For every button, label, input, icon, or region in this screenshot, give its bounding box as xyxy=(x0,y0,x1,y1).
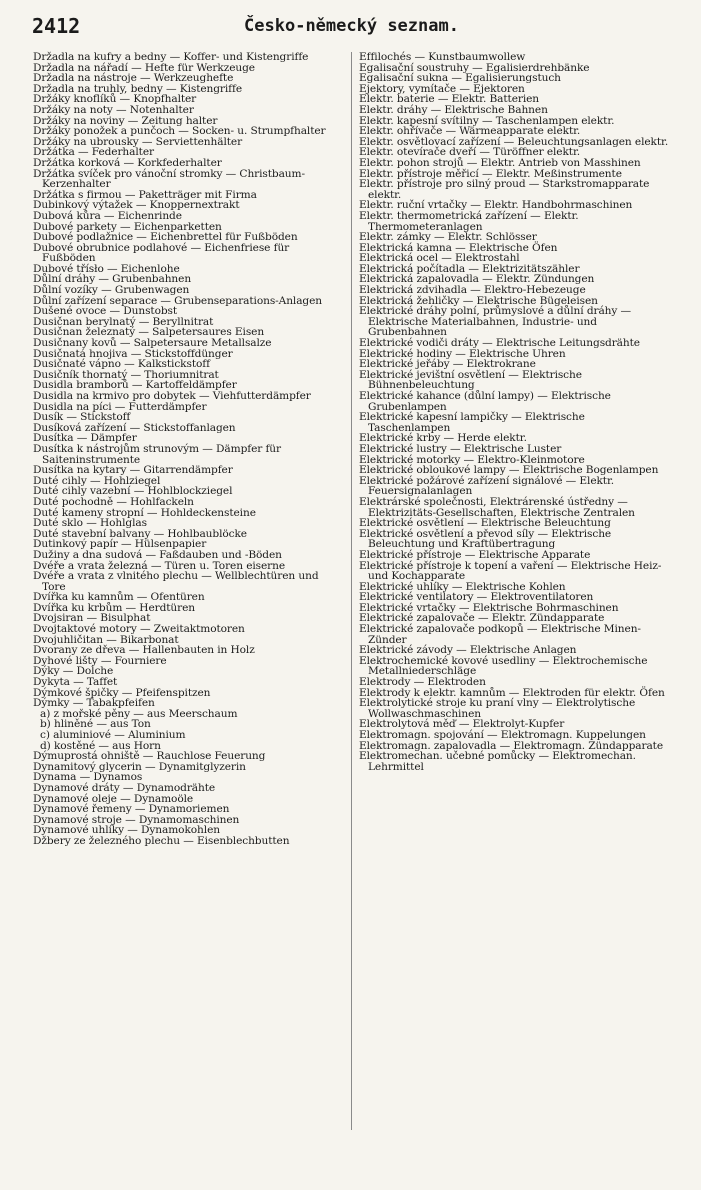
index-entry: Dýmkové špičky — Pfeifenspitzen xyxy=(33,686,211,699)
index-entry: Elektromagn. zapalovadla — Elektromagn. Zündapparate xyxy=(359,739,663,752)
index-entry: Dykyta — Taffet xyxy=(33,676,118,689)
index-entry: Dusítka — Dämpfer xyxy=(33,432,137,445)
index-entry: Elektrické krby — Herde elektr. xyxy=(359,432,527,445)
index-entry: Egalisační sukna — Egalisierungstuch xyxy=(359,72,561,85)
index-entry: Duté cihly vazební — Hohlblockziegel xyxy=(33,485,233,498)
index-entry: Dusičnan železnatý — Salpetersaures Eisen xyxy=(33,326,265,339)
index-entry: Elektrické vodiči dráty — Elektrische Leitungsdrähte xyxy=(359,337,640,350)
index-entry: Elektrické ventilatory — Elektroventilatoren xyxy=(359,591,594,604)
right-column xyxy=(359,52,669,772)
index-entry: Elektr. kapesní svítilny — Taschenlampen elektr. xyxy=(359,114,615,127)
index-entry: Elektrická počítadla — Elektrizitätszähler xyxy=(359,262,580,275)
index-entry: Elektr. otevírače dveří — Türöffner elektr. xyxy=(359,146,581,159)
index-entry: Důlní vozíky — Grubenwagen xyxy=(33,284,190,297)
page-header xyxy=(32,14,671,40)
index-entry: Dynamové řemeny — Dynamoriemen xyxy=(33,803,230,816)
index-entry: Dynamitový glycerin — Dynamitglyzerin xyxy=(33,760,246,773)
index-entry: Dynamové dráty — Dynamodrähte xyxy=(33,781,216,794)
index-entry: Elektrická kamna — Elektrische Öfen xyxy=(359,241,558,254)
index-entry: Elektrárské společnosti, Elektrárenské ústředny — Elektrizitäts-Gesellschaften, Elektrische Zentralen xyxy=(359,495,635,519)
index-entry: Elektrické osvětlení — Elektrische Beleuchtung xyxy=(359,517,611,530)
index-entry: Elektrické závody — Elektrische Anlagen xyxy=(359,644,577,657)
index-entry: Držadla na truhly, bedny — Kistengriffe xyxy=(33,82,242,95)
index-entry: Držáky na noviny — Zeitung halter xyxy=(33,114,218,127)
index-entry: Dvéře a vrata z vlnitého plechu — Wellblechtüren und Tore xyxy=(33,570,319,593)
index-entry: Dusičnan berylnatý — Beryllnitrat xyxy=(33,315,214,328)
index-entry: Dusidla na píci — Futterdämpfer xyxy=(33,400,207,413)
index-entry: Držadla na kufry a bedny — Koffer- und Kistengriffe xyxy=(33,51,309,63)
index-entry: Elektr. dráhy — Elektrische Bahnen xyxy=(359,103,548,116)
index-entry: Elektrická zapalovadla — Elektr. Zündungen xyxy=(359,273,595,286)
index-entry: Elektrické zapalovače podkopů — Elektrische Minen-Zünder xyxy=(359,623,641,646)
index-entry: Elektrické jeřáby — Elektrokrane xyxy=(359,358,536,371)
index-entry: Elektrické požárové zařízení signálové — Elektr. Feuersignalanlagen xyxy=(359,474,615,498)
index-entry: Držátka s firmou — Paketträger mit Firma xyxy=(33,188,257,201)
index-entry: b) hliněné — aus Ton xyxy=(40,718,151,731)
index-entry: Dvojsiran — Bisulphat xyxy=(33,612,151,625)
index-entry: Effilochés — Kunstbaumwollew xyxy=(359,51,526,63)
index-entry: Duté cihly — Hohlziegel xyxy=(33,474,161,487)
index-entry: Elektr. pohon strojů — Elektr. Antrieb von Masshinen xyxy=(359,156,641,169)
left-column xyxy=(33,52,345,847)
index-entry: Dusidla na krmivo pro dobytek — Viehfutterdämpfer xyxy=(33,390,311,402)
column-divider xyxy=(351,52,352,1130)
index-entry: Elektr. přístroje měřicí — Elektr. Meßinstrumente xyxy=(359,167,622,180)
index-entry: Dusičník thornatý — Thoriumnitrat xyxy=(33,368,219,381)
index-entry: Elektr. zámky — Elektr. Schlösser xyxy=(359,231,537,244)
index-entry: Elektr. ruční vrtačky — Elektr. Handbohrmaschinen xyxy=(359,199,633,212)
index-entry: Dubové parkety — Eichenparketten xyxy=(33,220,222,233)
index-entry: Elektromagn. spojování — Elektromagn. Kuppelungen xyxy=(359,729,646,741)
index-entry: Elektromechan. učebné pomůcky — Elektromechan. Lehrmittel xyxy=(359,750,636,773)
index-entry: Dvorany ze dřeva — Hallenbauten in Holz xyxy=(33,644,255,657)
index-entry: Elektrické jevištní osvětlení — Elektrische Bühnenbeleuchtung xyxy=(359,368,582,392)
index-entry: Elektr. thermometrická zařízení — Elektr. Thermometeranlagen xyxy=(359,209,579,233)
index-entry: Dvojuhličitan — Bikarbonat xyxy=(33,633,179,646)
index-entry: Elektrické kapesní lampičky — Elektrische Taschenlampen xyxy=(359,411,585,434)
index-entry: Egalisační soustruhy — Egalisierdrehbänke xyxy=(359,61,590,74)
index-entry: Elektrické hodiny — Elektrische Uhren xyxy=(359,347,566,360)
index-entry: Elektrické uhlíky — Elektrische Kohlen xyxy=(359,580,566,593)
index-entry: Dusidla bramborů — Kartoffeldämpfer xyxy=(33,379,237,392)
index-entry: Elektr. přístroje pro silný proud — Starkstromapparate elektr. xyxy=(359,178,650,201)
index-entry: Elektrické lustry — Elektrische Luster xyxy=(359,442,562,455)
index-entry: a) z mořské pěny — aus Meerschaum xyxy=(40,707,238,720)
index-entry: Ejektory, vymítače — Ejektoren xyxy=(359,82,525,95)
index-entry: Elektrolytová měď — Elektrolyt-Kupfer xyxy=(359,718,565,731)
index-entry: Dusítka k nástrojům strunovým — Dämpfer für Saiteninstrumente xyxy=(33,442,281,466)
index-entry: Dvířka ku kamnům — Ofentüren xyxy=(33,591,205,604)
index-entry: Elektrická žehličky — Elektrische Bügeleisen xyxy=(359,294,598,307)
index-entry: Elektr. ohřívače — Wärmeapparate elektr. xyxy=(359,125,581,138)
page-title: Česko-německý seznam. xyxy=(244,16,459,36)
index-entry: Držadla na nástroje — Werkzeughefte xyxy=(33,72,234,85)
index-entry: Dvojtaktové motory — Zweitaktmotoren xyxy=(33,623,245,636)
index-entry: Držáky ponožek a punčoch — Socken- u. Strumpfhalter xyxy=(33,125,326,138)
index-entry: Dynama — Dynamos xyxy=(33,771,143,784)
index-entry: Dubová kůra — Eichenrinde xyxy=(33,209,182,222)
index-entry: c) aluminiové — Aluminium xyxy=(40,729,186,741)
index-entry: Elektrické osvětlení a převod síly — Elektrische Beleuchtung und Kraftübertragung xyxy=(359,527,612,551)
index-entry: d) kostěné — aus Horn xyxy=(40,739,161,752)
index-entry: Dusítka na kytary — Gitarrendämpfer xyxy=(33,464,233,477)
index-entry: Duté kameny stropní — Hohldeckensteine xyxy=(33,506,256,519)
index-entry: Elektrické zapalovače — Elektr. Zündapparate xyxy=(359,612,605,625)
index-entry: Duté stavební balvany — Hohlbaublöcke xyxy=(33,527,247,540)
index-entry: Elektrické obloukové lampy — Elektrische Bogenlampen xyxy=(359,464,659,477)
index-entry: Dýky — Dolche xyxy=(33,665,114,678)
index-entry: Držáky na noty — Notenhalter xyxy=(33,103,194,116)
index-entry: Důlní dráhy — Grubenbahnen xyxy=(33,273,192,286)
index-entry: Držátka svíček pro vánoční stromky — Christbaum-Kerzenhalter xyxy=(33,167,305,191)
index-entry: Držáky knoflíků — Knopfhalter xyxy=(33,93,197,106)
index-entry: Dusičnaté vápno — Kalkstickstoff xyxy=(33,358,210,371)
index-entry: Dužiny a dna sudová — Faßdauben und -Böden xyxy=(33,548,282,561)
index-entry: Důlní zařízení separace — Grubenseparations-Anlagen xyxy=(33,294,322,307)
index-entry: Dynamové uhlíky — Dynamokohlen xyxy=(33,824,220,837)
index-entry: Elektrolytické stroje ku praní vlny — Elektrolytische Wollwaschmaschinen xyxy=(359,697,636,720)
index-entry: Dyhové lišty — Fourniere xyxy=(33,654,167,667)
index-entry: Elektrody — Elektroden xyxy=(359,676,486,689)
index-entry: Dusíková zařízení — Stickstoffanlagen xyxy=(33,421,236,434)
index-entry: Duté sklo — Hohlglas xyxy=(33,517,147,530)
index-entry: Dubinkový výtažek — Knoppernextrakt xyxy=(33,199,240,212)
index-entry: Dubové podlažnice — Eichenbrettel für Fußböden xyxy=(33,231,298,244)
index-entry: Dušené ovoce — Dunstobst xyxy=(33,305,178,318)
index-entry: Držadla na nářadí — Hefte für Werkzeuge xyxy=(33,61,255,74)
index-entry: Držáky na ubrousky — Serviettenhälter xyxy=(33,135,243,148)
index-entry: Elektrické přístroje k topení a vaření — Elektrische Heiz- und Kochapparate xyxy=(359,559,662,583)
index-entry: Dynamové oleje — Dynamoöle xyxy=(33,792,194,805)
index-entry: Elektrické přístroje — Elektrische Apparate xyxy=(359,548,591,561)
index-entry: Dvířka ku krbům — Herdtüren xyxy=(33,601,195,614)
index-entry: Duté pochodně — Hohlfackeln xyxy=(33,495,194,508)
index-entry: Dubové obrubnice podlahové — Eichenfriese für Fußböden xyxy=(33,241,290,265)
index-entry: Elektrické kahance (důlní lampy) — Elektrische Grubenlampen xyxy=(359,390,611,413)
index-entry: Elektrické motorky — Elektro-Kleinmotore xyxy=(359,453,585,466)
index-entry: Elektrické vrtačky — Elektrische Bohrmaschinen xyxy=(359,601,619,614)
index-entry: Elektrody k elektr. kamnům — Elektroden für elektr. Öfen xyxy=(359,686,665,699)
index-entry: Dvéře a vrata železná — Türen u. Toren eiserne xyxy=(33,559,286,572)
page-number: 2412 xyxy=(32,14,81,38)
index-entry: Držátka korková — Korkfederhalter xyxy=(33,156,222,169)
index-entry: Dubové třísło — Eichenlohe xyxy=(33,262,180,275)
index-entry: Elektr. baterie — Elektr. Batterien xyxy=(359,93,540,106)
index-entry: Elektrická zdvihadla — Elektro-Hebezeuge xyxy=(359,284,586,297)
index-entry: Dusík — Stickstoff xyxy=(33,411,131,424)
index-entry: Džbery ze železného plechu — Eisenblechbutten xyxy=(33,834,290,847)
index-entry: Elektrochemické kovové usedliny — Elektrochemische Metallniederschläge xyxy=(359,654,648,678)
index-entry: Dýmuprostá ohniště — Rauchlose Feuerung xyxy=(33,750,266,763)
index-entry: Elektrické dráhy polní, průmyslové a důlní dráhy — Elektrische Materialbahnen, Industrie- und Grubenbahnen xyxy=(359,305,632,339)
index-entry: Dýmky — Tabakpfeifen xyxy=(33,697,155,710)
index-entry: Dusičnany kovů — Salpetersaure Metallsalze xyxy=(33,337,272,350)
index-entry: Dutinkový papír — Hülsenpapier xyxy=(33,538,207,551)
index-entry: Elektrická ocel — Elektrostahl xyxy=(359,252,520,265)
index-entry: Dynamové stroje — Dynamomaschinen xyxy=(33,813,240,826)
index-entry: Elektr. osvětlovací zařízení — Beleuchtungsanlagen elektr. xyxy=(359,135,669,148)
index-entry: Držátka — Federhalter xyxy=(33,146,154,159)
index-entry: Dusičnatá hnojiva — Stickstoffdünger xyxy=(33,347,233,360)
